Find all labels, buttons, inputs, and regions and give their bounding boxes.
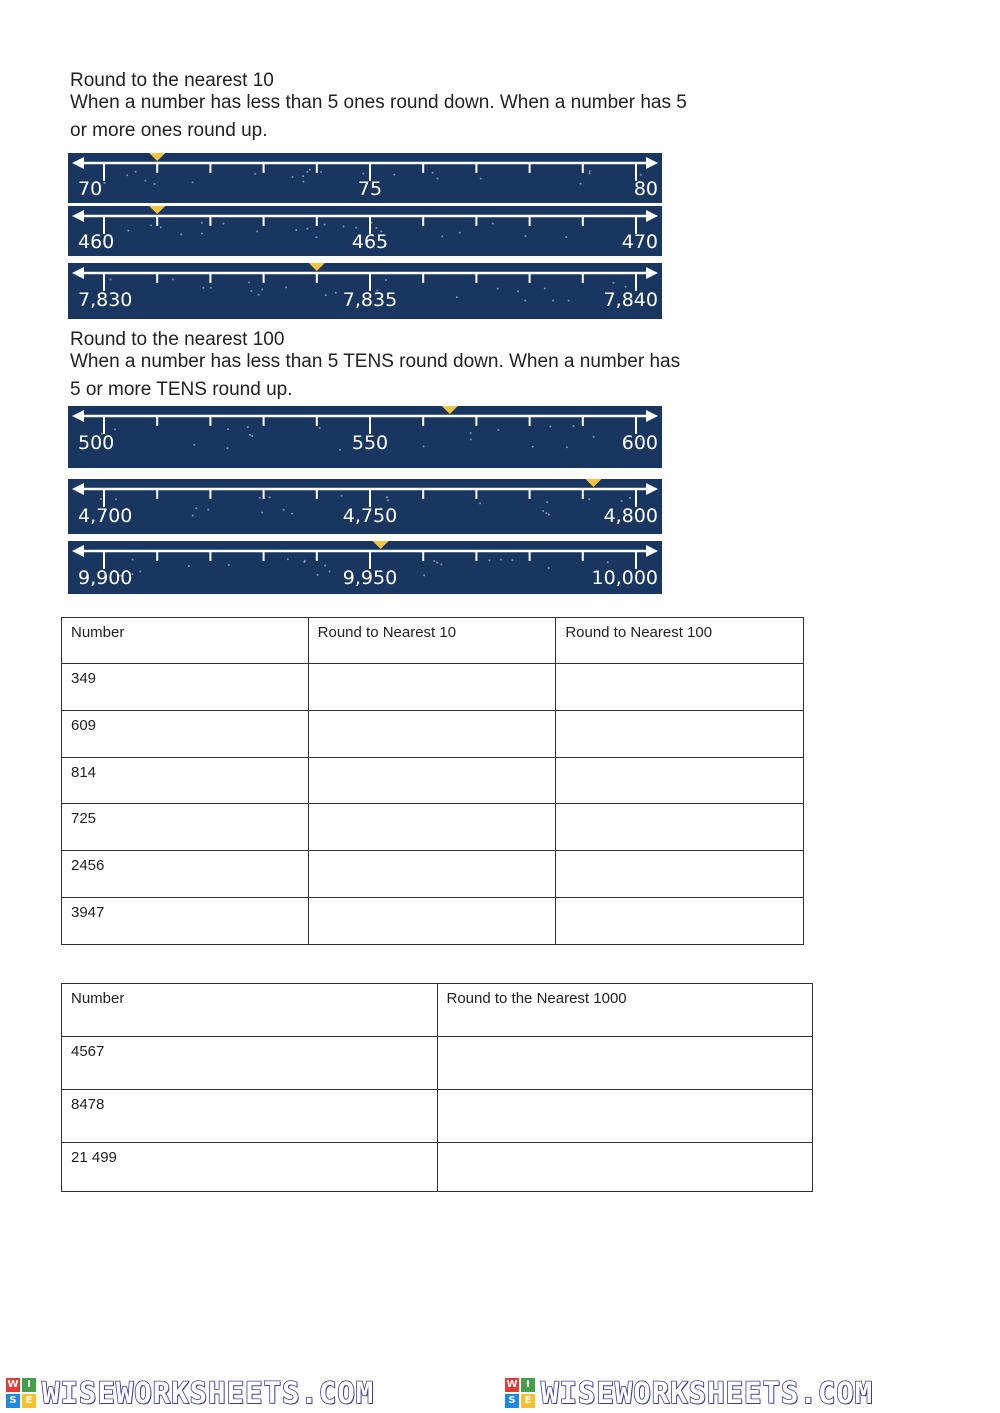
star-dot — [329, 570, 331, 572]
star-dot — [100, 498, 102, 500]
star-dot — [492, 223, 494, 225]
number-cell: 2456 — [62, 851, 309, 898]
star-dot — [423, 446, 425, 448]
star-dot — [385, 279, 387, 281]
star-dot — [295, 229, 297, 231]
left-arrow-icon — [72, 483, 84, 495]
star-dot — [306, 228, 308, 230]
number-line-svg — [68, 541, 662, 594]
logo-letter: W — [506, 1379, 518, 1390]
star-dot — [306, 171, 308, 173]
star-dot — [256, 230, 258, 232]
tick-label: 9,950 — [342, 567, 398, 589]
star-dot — [247, 426, 249, 428]
star-dot — [302, 175, 304, 177]
marker-icon — [585, 479, 601, 487]
right-arrow-icon — [646, 267, 658, 279]
tick-label: 600 — [621, 432, 658, 454]
number-line-svg — [68, 479, 662, 534]
star-dot — [436, 562, 438, 564]
star-dot — [227, 428, 229, 430]
star-dot — [195, 507, 197, 509]
number-cell: 725 — [62, 804, 309, 851]
number-cell: 21 499 — [62, 1143, 438, 1192]
number-line-svg — [68, 206, 662, 256]
star-dot — [202, 287, 204, 289]
instructions-nearest-10: When a number has less than 5 ones round down. When a number has 5 or more ones round up. — [70, 92, 687, 141]
tick-label: 7,830 — [78, 289, 133, 311]
left-arrow-icon — [72, 210, 84, 222]
star-dot — [640, 174, 642, 176]
table-row — [62, 1037, 813, 1090]
tick-label: 465 — [351, 231, 389, 253]
rounding-table-1000 — [61, 983, 813, 1192]
tick-label: 460 — [78, 231, 115, 253]
number-line-tens-2 — [68, 206, 662, 256]
star-dot — [226, 447, 228, 449]
star-dot — [324, 564, 326, 566]
footer-brand-left — [6, 1376, 374, 1410]
table-header-cell: Round to Nearest 100 — [556, 618, 804, 664]
star-dot — [629, 497, 631, 499]
number-line-tens-1 — [68, 153, 662, 203]
star-dot — [625, 286, 627, 288]
star-dot — [154, 183, 156, 185]
answer-cell-nearest-1000[interactable] — [437, 1143, 813, 1192]
star-dot — [250, 290, 252, 292]
star-dot — [317, 574, 319, 576]
star-dot — [135, 171, 137, 173]
tick-label: 4,700 — [78, 505, 133, 527]
star-dot — [228, 564, 230, 566]
star-dot — [497, 429, 499, 431]
star-dot — [511, 559, 513, 561]
star-dot — [283, 509, 285, 511]
table-row — [62, 851, 804, 898]
star-dot — [207, 509, 209, 511]
star-dot — [110, 279, 112, 281]
star-dot — [285, 286, 287, 288]
star-dot — [517, 291, 519, 293]
logo-letter: W — [7, 1379, 19, 1390]
star-dot — [192, 515, 194, 517]
star-dot — [548, 567, 550, 569]
star-dot — [160, 226, 162, 228]
table-row — [62, 898, 804, 945]
answer-cell-nearest-100[interactable] — [556, 758, 804, 804]
number-cell: 349 — [62, 664, 309, 711]
star-dot — [343, 225, 345, 227]
star-dot — [480, 178, 482, 180]
right-arrow-icon — [646, 483, 658, 495]
brand-text: WISEWORKSHEETS.COM — [541, 1376, 874, 1410]
left-arrow-icon — [72, 545, 84, 557]
tick-label: 550 — [351, 432, 389, 454]
star-dot — [201, 222, 203, 224]
star-dot — [572, 425, 574, 427]
heading-nearest-100: Round to the nearest 100 — [70, 329, 285, 350]
answer-cell-nearest-10[interactable] — [308, 851, 556, 898]
tick-label: 7,835 — [342, 289, 398, 311]
star-dot — [144, 180, 146, 182]
star-dot — [437, 178, 439, 180]
table-row — [62, 758, 804, 804]
right-arrow-icon — [646, 157, 658, 169]
star-dot — [355, 227, 357, 229]
star-dot — [607, 561, 609, 563]
tick-label: 500 — [78, 432, 115, 454]
marker-icon — [309, 263, 325, 271]
tick-label: 470 — [621, 231, 658, 253]
right-arrow-icon — [646, 210, 658, 222]
star-dot — [324, 223, 326, 225]
star-dot — [565, 236, 567, 238]
logo-letter: S — [505, 1394, 519, 1408]
table-row — [62, 1090, 813, 1143]
star-dot — [433, 560, 435, 562]
star-dot — [588, 498, 590, 500]
star-dot — [441, 235, 443, 237]
star-dot — [172, 279, 174, 281]
star-dot — [319, 427, 321, 429]
star-dot — [544, 288, 546, 290]
star-dot — [335, 292, 337, 294]
star-dot — [546, 501, 548, 503]
number-line-svg — [68, 153, 662, 203]
right-arrow-icon — [646, 545, 658, 557]
star-dot — [362, 172, 364, 174]
star-dot — [588, 172, 590, 174]
star-dot — [132, 559, 134, 561]
wiseworksheets-logo-icon — [6, 1378, 36, 1408]
table-row — [62, 804, 804, 851]
star-dot — [580, 183, 582, 185]
star-dot — [589, 170, 591, 172]
star-dot — [193, 444, 195, 446]
star-dot — [621, 500, 623, 502]
answer-cell-nearest-100[interactable] — [556, 898, 804, 945]
brand-text: WISEWORKSHEETS.COM — [42, 1376, 375, 1410]
star-dot — [340, 495, 342, 497]
star-dot — [292, 176, 294, 178]
star-dot — [180, 233, 182, 235]
number-cell: 8478 — [62, 1090, 438, 1143]
table-row — [62, 664, 804, 711]
star-dot — [304, 560, 306, 562]
table-header-cell: Number — [62, 984, 438, 1037]
marker-icon — [373, 541, 389, 549]
star-dot — [188, 565, 190, 567]
star-dot — [315, 236, 317, 238]
left-arrow-icon — [72, 157, 84, 169]
tick-label: 75 — [357, 178, 383, 200]
logo-letter: E — [521, 1394, 535, 1408]
tick-label: 10,000 — [591, 567, 658, 589]
star-dot — [269, 496, 271, 498]
star-dot — [532, 446, 534, 448]
star-dot — [302, 181, 304, 183]
heading-nearest-10: Round to the nearest 10 — [70, 70, 274, 91]
star-dot — [261, 512, 263, 514]
star-dot — [542, 510, 544, 512]
footer-branding — [0, 1370, 1000, 1413]
left-arrow-icon — [72, 410, 84, 422]
star-dot — [387, 499, 389, 501]
answer-cell-nearest-1000[interactable] — [437, 1037, 813, 1090]
table-header-cell: Round to the Nearest 1000 — [437, 984, 813, 1037]
logo-letter: I — [22, 1378, 36, 1392]
star-dot — [500, 559, 502, 561]
star-dot — [524, 300, 526, 302]
star-dot — [325, 294, 327, 296]
star-dot — [261, 288, 263, 290]
star-dot — [258, 294, 260, 296]
star-dot — [115, 498, 117, 500]
right-arrow-icon — [646, 410, 658, 422]
star-dot — [386, 496, 388, 498]
star-dot — [470, 432, 472, 434]
answer-cell-nearest-100[interactable] — [556, 804, 804, 851]
number-line-svg — [68, 263, 662, 319]
marker-icon — [149, 153, 165, 161]
marker-icon — [442, 406, 458, 414]
logo-letter: E — [22, 1394, 36, 1408]
footer-brand-right — [505, 1376, 873, 1410]
star-dot — [552, 300, 554, 302]
number-line-hundreds-1 — [68, 406, 662, 468]
star-dot — [114, 428, 116, 430]
star-dot — [103, 182, 105, 184]
star-dot — [550, 425, 552, 427]
number-line-hundreds-2 — [68, 479, 662, 534]
marker-icon — [149, 206, 165, 214]
star-dot — [210, 287, 212, 289]
table-header-row — [62, 618, 804, 664]
star-dot — [375, 227, 377, 229]
star-dot — [139, 570, 141, 572]
answer-cell-nearest-100[interactable] — [556, 851, 804, 898]
table-header-cell: Number — [62, 618, 309, 664]
tick-label: 70 — [78, 178, 103, 200]
star-dot — [548, 513, 550, 515]
number-line-svg — [68, 406, 662, 468]
tick-label: 7,840 — [603, 289, 658, 311]
star-dot — [248, 281, 250, 283]
tick-label: 4,800 — [603, 505, 658, 527]
table-row — [62, 1143, 813, 1192]
star-dot — [192, 181, 194, 183]
star-dot — [432, 172, 434, 174]
star-dot — [251, 435, 253, 437]
wiseworksheets-logo-icon — [505, 1378, 535, 1408]
answer-cell-nearest-10[interactable] — [308, 804, 556, 851]
table-header-row — [62, 984, 813, 1037]
star-dot — [201, 232, 203, 234]
star-dot — [479, 502, 481, 504]
answer-cell-nearest-1000[interactable] — [437, 1090, 813, 1143]
star-dot — [612, 282, 614, 284]
star-dot — [497, 288, 499, 290]
answer-cell-nearest-10[interactable] — [308, 758, 556, 804]
answer-cell-nearest-10[interactable] — [308, 664, 556, 711]
star-dot — [593, 436, 595, 438]
star-dot — [566, 446, 568, 448]
star-dot — [309, 169, 311, 171]
star-dot — [259, 497, 261, 499]
number-cell: 3947 — [62, 898, 309, 945]
star-dot — [423, 574, 425, 576]
star-dot — [320, 171, 322, 173]
star-dot — [254, 173, 256, 175]
star-dot — [126, 174, 128, 176]
star-dot — [459, 232, 461, 234]
star-dot — [291, 513, 293, 515]
left-arrow-icon — [72, 267, 84, 279]
rounding-table-10-100 — [61, 617, 804, 945]
star-dot — [150, 224, 152, 226]
star-dot — [249, 434, 251, 436]
star-dot — [470, 438, 472, 440]
table-header-cell: Round to Nearest 10 — [308, 618, 556, 664]
number-cell: 609 — [62, 711, 309, 758]
star-dot — [287, 558, 289, 560]
star-dot — [127, 230, 129, 232]
answer-cell-nearest-100[interactable] — [556, 664, 804, 711]
star-dot — [223, 223, 225, 225]
instructions-nearest-100: When a number has less than 5 TENS round down. When a number has 5 or more TENS round up. — [70, 351, 681, 400]
answer-cell-nearest-10[interactable] — [308, 898, 556, 945]
star-dot — [524, 235, 526, 237]
number-cell: 4567 — [62, 1037, 438, 1090]
tick-label: 80 — [633, 178, 658, 200]
answer-cell-nearest-10[interactable] — [308, 711, 556, 758]
number-cell: 814 — [62, 758, 309, 804]
star-dot — [567, 300, 569, 302]
star-dot — [488, 559, 490, 561]
number-line-tens-3 — [68, 263, 662, 319]
star-dot — [545, 512, 547, 514]
tick-label: 9,900 — [78, 567, 133, 589]
number-line-hundreds-3 — [68, 541, 662, 594]
logo-letter: I — [521, 1378, 535, 1392]
star-dot — [456, 296, 458, 298]
star-dot — [339, 449, 341, 451]
table-row — [62, 711, 804, 758]
star-dot — [440, 563, 442, 565]
answer-cell-nearest-100[interactable] — [556, 711, 804, 758]
logo-letter: S — [6, 1394, 20, 1408]
tick-label: 4,750 — [342, 505, 398, 527]
star-dot — [393, 174, 395, 176]
